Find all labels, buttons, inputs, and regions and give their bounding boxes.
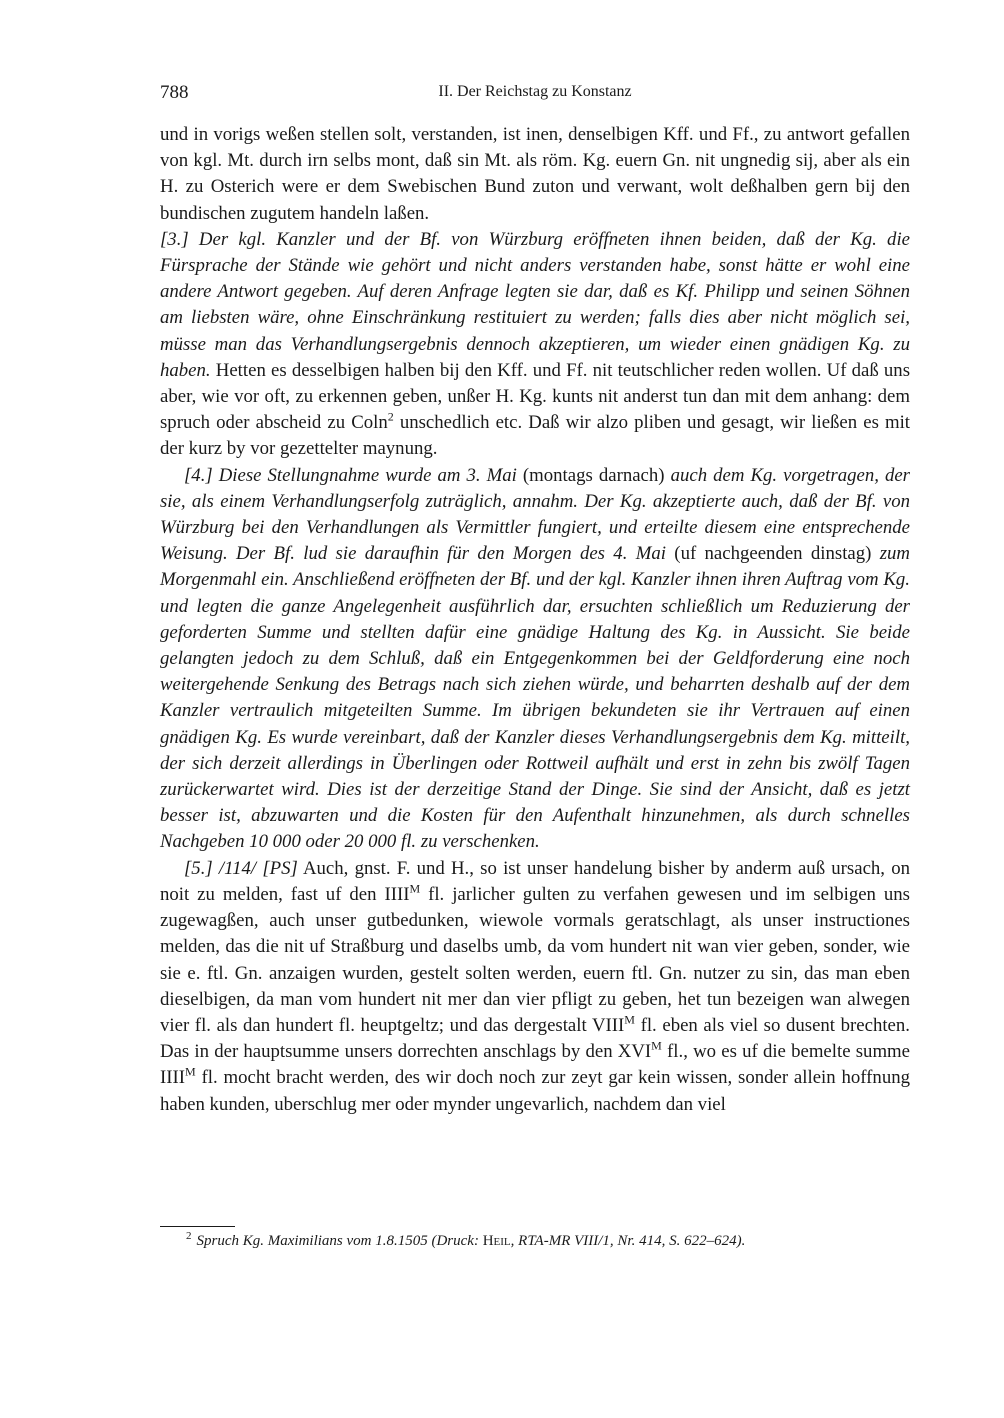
page-number: 788 xyxy=(160,82,189,103)
text-run: (uf nachgeenden dinstag) xyxy=(665,543,880,565)
footnote-text: Spruch Kg. Maximilians vom 1.8.1505 (Druck: xyxy=(196,1233,483,1249)
text-run: Hetten es desselbigen halben bij den Kff. und Ff. nit teutschlicher reden wollen. Uf daß uns aber, wie vor oft, zu erkennen geben, unßer H. Kg. kunts nit anderst tun dan mit dem anhang: dem spruch oder abscheid zu Coln xyxy=(160,359,910,434)
footnote-mark: 2 xyxy=(186,1230,192,1242)
text-run: fl. jarlicher gulten zu verfahen gewesen und im selbigen uns zugewagßen, auch unser gutbedunken, wiewole vormals geratschlagt, als unser instructiones melden, das die nit uf Straßburg und daselbs umb, da vom hundert nit wan vier geben, sonder, wie sie e. ftl. Gn. anzaigen wurden, gestelt solten werden, euern ftl. Gn. nutzer zu sin, das man eben dieselbigen, da man vom hundert nit mer dan vier pfligt zu geben, het tun bezeigen wan alwegen vier fl. als dan hundert fl. heuptgeltz; und das dergestalt VIII xyxy=(160,883,910,1036)
text-run: fl., wo es uf die bemelte summe IIII xyxy=(160,1041,910,1089)
paragraph-4 xyxy=(160,856,910,1118)
running-title: II. Der Reichstag zu Konstanz xyxy=(438,83,632,100)
paragraph-3 xyxy=(160,463,910,856)
footnote xyxy=(160,1231,910,1251)
footnote-author: Heil xyxy=(482,1233,511,1249)
paragraph-2 xyxy=(160,227,910,463)
paragraph-1 xyxy=(160,122,910,227)
italic-summary: auch dem Kg. vorgetragen, der sie, als einem Verhandlungserfolg zuträglich, annahm. Der Kg. akzeptierte auch, daß der Bf. von Würzburg bei den Verhandlungen als Vermittler fungiert, und erteilte diesem eine entsprechende Weisung. Der Bf. lud sie daraufhin für den Morgen des 4. Mai xyxy=(160,464,910,565)
text-run: unschedlich etc. Daß wir alzo pliben und gesagt, wir ließen es mit der kurz by vor gezettelter maynung. xyxy=(160,412,910,460)
text-run: (montags darnach) xyxy=(516,464,671,486)
italic-section-marker: [5.] /114/ [PS] xyxy=(184,857,298,879)
italic-summary: [4.] Diese Stellungnahme wurde am 3. Mai xyxy=(184,464,517,486)
superscript-m: M xyxy=(409,881,421,896)
footnote-divider xyxy=(160,1226,235,1227)
text-run: fl. eben als viel so dusent brechten. Das in der hauptsumme unsers dorrechten anschlags by den XVI xyxy=(160,1014,910,1063)
superscript-m: M xyxy=(185,1065,196,1080)
footnote-reference[interactable]: 2 xyxy=(387,409,394,424)
body-text xyxy=(160,122,910,1118)
text-run: Auch, gnst. F. und H., so ist unser handelung bisher by anderm auß ursach, on noit zu melden, fast uf den IIII xyxy=(160,857,910,905)
italic-summary: [3.] Der kgl. Kanzler und der Bf. von Würzburg eröffneten ihnen beiden, daß der Kg. die Fürsprache der Stände wie gehört und nicht anders verstanden habe, sonst hätte er wohl eine andere Antwort gegeben. Auf deren Anfrage legten sie dar, daß es Kf. Philipp und seinen Söhnen am liebsten wäre, ohne Einschränkung restituiert zu werden; falls dies aber nicht möglich sei, müsse man das Verhandlungsergebnis dennoch akzeptieren, um wieder einen gnädigen Kg. zu haben. xyxy=(160,228,910,381)
superscript-m: M xyxy=(624,1012,635,1027)
superscript-m: M xyxy=(651,1038,662,1053)
footnote-text: , RTA-MR VIII/1, Nr. 414, S. 622–624). xyxy=(510,1233,746,1249)
italic-summary: zum Morgenmahl ein. Anschließend eröffneten der Bf. und der kgl. Kanzler ihnen ihren Auftrag vom Kg. und legten die ganze Angelegenheit ausführlich dar, ersuchten schließlich um Reduzierung der geforderten Summe und stellten dafür eine gnädige Haltung des Kg. in Aussicht. Sie beide gelangten jedoch zu dem Schluß, daß ein Entgegenkommen bei der Geldforderung eine noch weitergehende Senkung des Betrags nach sich ziehen würde, und beharrten deshalb auf der dem Kanzler vertraulich mitgeteilten Summe. Im übrigen bekundeten sie ihr Vertrauen auf einen gnädigen Kg. Es wurde vereinbart, daß der Kanzler dieses Verhandlungsergebnis dem Kg. mitteilt, der sich derzeit allerdings in Überlingen oder Rottweil aufhält und erst in zehn bis zwölf Tagen zurückerwartet wird. Dies ist der derzeitige Stand der Dinge. Sie sind der Ansicht, daß es jetzt besser ist, abzuwarten und die Kosten für den Aufenthalt hinzunehmen, als durch schnelles Nachgeben 10 000 oder 20 000 fl. zu verschenken. xyxy=(160,543,910,853)
text-run: und in vorigs weßen stellen solt, verstanden, ist inen, denselbigen Kff. und Ff., zu antwort gefallen von kgl. Mt. durch irn selbs mont, daß sin Mt. als röm. Kg. euern Gn. nit ungnedig sij, aber als ein H. zu Osterich were er dem Swebischen Bund zuton und verwant, wolt deßhalben gern bij den bundischen zugutem handeln laßen. xyxy=(160,124,910,224)
text-run: fl. mocht bracht werden, des wir doch noch zur zeyt gar kein wissen, sonder allein hoffnung haben kunden, uberschlug mer oder mynder ungevarlich, nachdem dan viel xyxy=(160,1067,910,1115)
